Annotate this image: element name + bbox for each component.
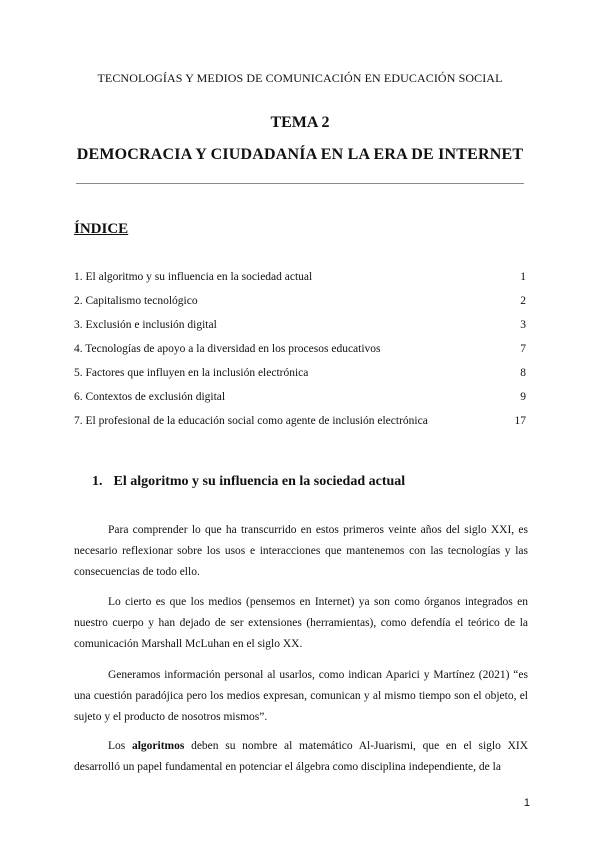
- index-heading: ÍNDICE: [74, 221, 129, 237]
- toc-entry-5[interactable]: [74, 363, 528, 387]
- toc-entry-label: 4. Tecnologías de apoyo a la diversidad en los procesos educativos: [74, 343, 381, 355]
- toc-entry-6[interactable]: [74, 387, 528, 411]
- toc-entry-label: 7. El profesional de la educación social como agente de inclusión electrónica: [74, 415, 428, 427]
- section-heading: [92, 474, 405, 490]
- toc-entry-page: 9: [520, 391, 526, 403]
- toc-entry-1[interactable]: [74, 267, 528, 291]
- toc-entry-page: 2: [520, 295, 526, 307]
- body-paragraph-4: [74, 736, 528, 778]
- running-header: TECNOLOGÍAS Y MEDIOS DE COMUNICACIÓN EN EDUCACIÓN SOCIAL: [97, 71, 503, 85]
- toc-entry-label: 2. Capitalismo tecnológico: [74, 295, 198, 307]
- paragraph-rest: deben su nombre al matemático Al-Juarismi, que en el siglo XIX desarrolló un papel fundamental en potenciar el álgebra como disciplina independiente, de la: [74, 739, 529, 773]
- toc-entry-7[interactable]: [74, 411, 528, 435]
- body-paragraph-3: Generamos información personal al usarlos, como indican Aparici y Martínez (2021) “es una cuestión paradójica pero los medios expresan, comunican y al mismo tiempo son el objeto, el sujeto y el producto de nosotros mismos”.: [74, 668, 528, 723]
- toc-entry-page: 8: [520, 367, 526, 379]
- toc-entry-label: 5. Factores que influyen en la inclusión electrónica: [74, 367, 309, 379]
- body-paragraph-2: Lo cierto es que los medios (pensemos en Internet) ya son como órganos integrados en nuestro cuerpo y han dejado de ser extensiones (herramientas), como defendía el teórico de la comunicación Marshall McLuhan en el siglo XX.: [74, 595, 528, 650]
- toc-entry-page: 1: [520, 271, 526, 283]
- topic-title: TEMA 2: [270, 114, 330, 131]
- page-number: 1: [523, 797, 530, 809]
- toc-entry-4[interactable]: [74, 339, 528, 363]
- toc-entry-page: 7: [520, 343, 526, 355]
- toc-entry-page: 3: [520, 319, 526, 331]
- horizontal-divider: [76, 183, 524, 184]
- bold-term: algoritmos: [131, 739, 185, 752]
- toc-entry-label: 1. El algoritmo y su influencia en la sociedad actual: [74, 271, 313, 283]
- toc-entry-3[interactable]: [74, 315, 528, 339]
- section-title: El algoritmo y su influencia en la sociedad actual: [113, 474, 406, 489]
- toc-entry-label: 6. Contextos de exclusión digital: [74, 391, 226, 403]
- section-number: 1.: [92, 474, 103, 489]
- table-of-contents: [74, 267, 528, 435]
- paragraph-prefix: Los: [108, 739, 132, 752]
- document-subtitle: DEMOCRACIA Y CIUDADANÍA EN LA ERA DE INTERNET: [76, 146, 524, 163]
- toc-entry-page: 17: [514, 415, 526, 427]
- toc-entry-2[interactable]: [74, 291, 528, 315]
- body-paragraph-1: Para comprender lo que ha transcurrido en estos primeros veinte años del siglo XXI, es necesario reflexionar sobre los usos e interacciones que mantenemos con las tecnologías y las consecuencias de todo ello.: [74, 523, 528, 578]
- toc-entry-label: 3. Exclusión e inclusión digital: [74, 319, 217, 331]
